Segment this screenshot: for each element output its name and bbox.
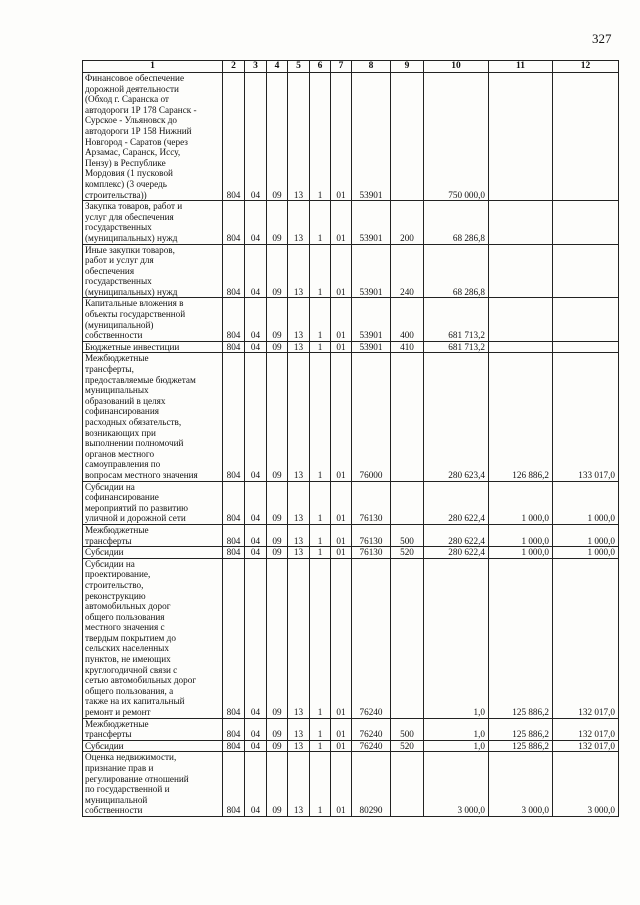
cell-c12: 3 000,0 [553,752,619,817]
cell-c9: 520 [391,740,424,752]
header-cell: 9 [391,61,424,73]
cell-c4: 09 [267,353,288,481]
table-row [83,718,619,740]
header-row [83,61,619,73]
cell-c8: 76130 [352,524,391,546]
cell-c4: 09 [267,718,288,740]
cell-c8: 76240 [352,740,391,752]
table-row [83,481,619,524]
header-cell: 2 [223,61,245,73]
cell-c11 [489,73,553,201]
row-name-cell: Финансовое обеспечение дорожной деятельности (Обход г. Саранска от автодороги 1Р 178 Саранск - Сурское - Ульяновск до автодороги 1Р 158 Нижний Новгород - Саратов (через Арзамас, Саранск, Иссу, Пензу) в Республике Мордовия (1 пусковой комплекс) (3 очередь строительства)) [83,73,223,201]
table-row [83,244,619,298]
row-name-cell: Субсидии на проектирование, строительство, реконструкцию автомобильных дорог общего пользования местного значения с твердым покрытием до сельских населенных пунктов, не имеющих круглогодичной связи с сетью автомобильных дорог общего пользования, а также на их капитальный ремонт и ремонт [83,558,223,718]
table-row [83,201,619,244]
cell-c3: 04 [245,353,267,481]
cell-c3: 04 [245,740,267,752]
cell-c11: 125 886,2 [489,740,553,752]
cell-c9 [391,353,424,481]
cell-c7: 01 [331,481,352,524]
cell-c4: 09 [267,752,288,817]
cell-c3: 04 [245,244,267,298]
cell-c3: 04 [245,73,267,201]
cell-c3: 04 [245,201,267,244]
cell-c3: 04 [245,718,267,740]
header-cell: 7 [331,61,352,73]
cell-c11: 3 000,0 [489,752,553,817]
cell-c2: 804 [223,752,245,817]
header-cell: 3 [245,61,267,73]
header-cell: 8 [352,61,391,73]
cell-c2: 804 [223,481,245,524]
cell-c6: 1 [310,740,331,752]
cell-c10: 681 713,2 [424,298,489,341]
cell-c10: 1,0 [424,558,489,718]
cell-c6: 1 [310,353,331,481]
cell-c2: 804 [223,353,245,481]
cell-c11: 125 886,2 [489,558,553,718]
cell-c2: 804 [223,298,245,341]
cell-c5: 13 [288,718,310,740]
cell-c7: 01 [331,298,352,341]
cell-c6: 1 [310,73,331,201]
cell-c6: 1 [310,244,331,298]
cell-c7: 01 [331,353,352,481]
cell-c8: 53901 [352,244,391,298]
cell-c10: 1,0 [424,740,489,752]
table-row [83,547,619,559]
cell-c11: 126 886,2 [489,353,553,481]
cell-c12 [553,341,619,353]
table-row [83,740,619,752]
cell-c12: 132 017,0 [553,558,619,718]
cell-c6: 1 [310,524,331,546]
cell-c9: 410 [391,341,424,353]
cell-c6: 1 [310,558,331,718]
header-cell: 12 [553,61,619,73]
cell-c3: 04 [245,524,267,546]
cell-c4: 09 [267,547,288,559]
cell-c12: 132 017,0 [553,740,619,752]
cell-c11 [489,298,553,341]
cell-c5: 13 [288,524,310,546]
cell-c4: 09 [267,524,288,546]
cell-c7: 01 [331,341,352,353]
cell-c5: 13 [288,752,310,817]
cell-c3: 04 [245,547,267,559]
cell-c7: 01 [331,244,352,298]
cell-c9 [391,481,424,524]
cell-c10: 3 000,0 [424,752,489,817]
row-name-cell: Субсидии на софинансирование мероприятий по развитию уличной и дорожной сети [83,481,223,524]
cell-c8: 53901 [352,298,391,341]
cell-c11 [489,201,553,244]
cell-c7: 01 [331,524,352,546]
cell-c12: 1 000,0 [553,547,619,559]
cell-c6: 1 [310,298,331,341]
row-name-cell: Бюджетные инвестиции [83,341,223,353]
cell-c7: 01 [331,547,352,559]
table-row [83,341,619,353]
cell-c10: 750 000,0 [424,73,489,201]
cell-c9 [391,73,424,201]
cell-c2: 804 [223,558,245,718]
cell-c7: 01 [331,73,352,201]
row-name-cell: Закупка товаров, работ и услуг для обеспечения государственных (муниципальных) нужд [83,201,223,244]
cell-c3: 04 [245,481,267,524]
cell-c11: 125 886,2 [489,718,553,740]
cell-c8: 76130 [352,481,391,524]
cell-c11: 1 000,0 [489,547,553,559]
row-name-cell: Субсидии [83,547,223,559]
header-cell: 5 [288,61,310,73]
header-cell: 6 [310,61,331,73]
cell-c5: 13 [288,298,310,341]
cell-c5: 13 [288,353,310,481]
table-row [83,524,619,546]
cell-c3: 04 [245,752,267,817]
cell-c10: 280 622,4 [424,547,489,559]
cell-c3: 04 [245,341,267,353]
cell-c7: 01 [331,740,352,752]
table-row [83,73,619,201]
table-row [83,558,619,718]
row-name-cell: Иные закупки товаров, работ и услуг для обеспечения государственных (муниципальных) нужд [83,244,223,298]
cell-c8: 76000 [352,353,391,481]
table-row [83,353,619,481]
cell-c5: 13 [288,558,310,718]
cell-c5: 13 [288,481,310,524]
cell-c10: 280 622,4 [424,481,489,524]
cell-c9 [391,558,424,718]
cell-c8: 53901 [352,341,391,353]
cell-c12: 1 000,0 [553,481,619,524]
cell-c6: 1 [310,341,331,353]
cell-c7: 01 [331,201,352,244]
cell-c7: 01 [331,558,352,718]
cell-c4: 09 [267,341,288,353]
cell-c10: 68 286,8 [424,244,489,298]
cell-c4: 09 [267,298,288,341]
cell-c9: 500 [391,524,424,546]
cell-c7: 01 [331,718,352,740]
row-name-cell: Капитальные вложения в объекты государственной (муниципальной) собственности [83,298,223,341]
cell-c12 [553,244,619,298]
cell-c5: 13 [288,547,310,559]
cell-c8: 76240 [352,558,391,718]
cell-c2: 804 [223,524,245,546]
cell-c5: 13 [288,341,310,353]
cell-c6: 1 [310,547,331,559]
cell-c7: 01 [331,752,352,817]
cell-c2: 804 [223,201,245,244]
cell-c4: 09 [267,558,288,718]
cell-c9: 500 [391,718,424,740]
header-cell: 1 [83,61,223,73]
cell-c3: 04 [245,298,267,341]
header-cell: 10 [424,61,489,73]
budget-table [82,60,619,817]
cell-c2: 804 [223,73,245,201]
header-cell: 11 [489,61,553,73]
row-name-cell: Межбюджетные трансферты, предоставляемые бюджетам муниципальных образований в целях софинансирования расходных обязательств, возникающих при выполнении полномочий органов местного самоуправления по вопросам местного значения [83,353,223,481]
cell-c10: 280 622,4 [424,524,489,546]
cell-c4: 09 [267,481,288,524]
cell-c2: 804 [223,244,245,298]
cell-c3: 04 [245,558,267,718]
page-number: 327 [592,31,612,46]
cell-c12 [553,73,619,201]
cell-c6: 1 [310,201,331,244]
cell-c6: 1 [310,718,331,740]
cell-c10: 681 713,2 [424,341,489,353]
cell-c5: 13 [288,740,310,752]
cell-c11: 1 000,0 [489,481,553,524]
cell-c10: 1,0 [424,718,489,740]
cell-c4: 09 [267,73,288,201]
cell-c8: 53901 [352,73,391,201]
row-name-cell: Межбюджетные трансферты [83,718,223,740]
cell-c12: 1 000,0 [553,524,619,546]
cell-c9: 200 [391,201,424,244]
cell-c10: 68 286,8 [424,201,489,244]
cell-c9: 520 [391,547,424,559]
table-row [83,752,619,817]
cell-c4: 09 [267,201,288,244]
header-cell: 4 [267,61,288,73]
cell-c5: 13 [288,201,310,244]
row-name-cell: Межбюджетные трансферты [83,524,223,546]
cell-c2: 804 [223,718,245,740]
cell-c4: 09 [267,740,288,752]
cell-c5: 13 [288,73,310,201]
cell-c11 [489,244,553,298]
cell-c2: 804 [223,740,245,752]
table-row [83,298,619,341]
cell-c8: 76130 [352,547,391,559]
cell-c12 [553,298,619,341]
cell-c4: 09 [267,244,288,298]
cell-c8: 76240 [352,718,391,740]
row-name-cell: Субсидии [83,740,223,752]
row-name-cell: Оценка недвижимости, признание прав и регулирование отношений по государственной и муниципальной собственности [83,752,223,817]
cell-c12: 133 017,0 [553,353,619,481]
cell-c6: 1 [310,481,331,524]
cell-c5: 13 [288,244,310,298]
cell-c9 [391,752,424,817]
cell-c2: 804 [223,547,245,559]
cell-c11 [489,341,553,353]
cell-c12: 132 017,0 [553,718,619,740]
cell-c10: 280 623,4 [424,353,489,481]
cell-c8: 80290 [352,752,391,817]
table-body [83,73,619,817]
cell-c9: 400 [391,298,424,341]
cell-c6: 1 [310,752,331,817]
cell-c9: 240 [391,244,424,298]
cell-c11: 1 000,0 [489,524,553,546]
cell-c2: 804 [223,341,245,353]
cell-c8: 53901 [352,201,391,244]
cell-c12 [553,201,619,244]
